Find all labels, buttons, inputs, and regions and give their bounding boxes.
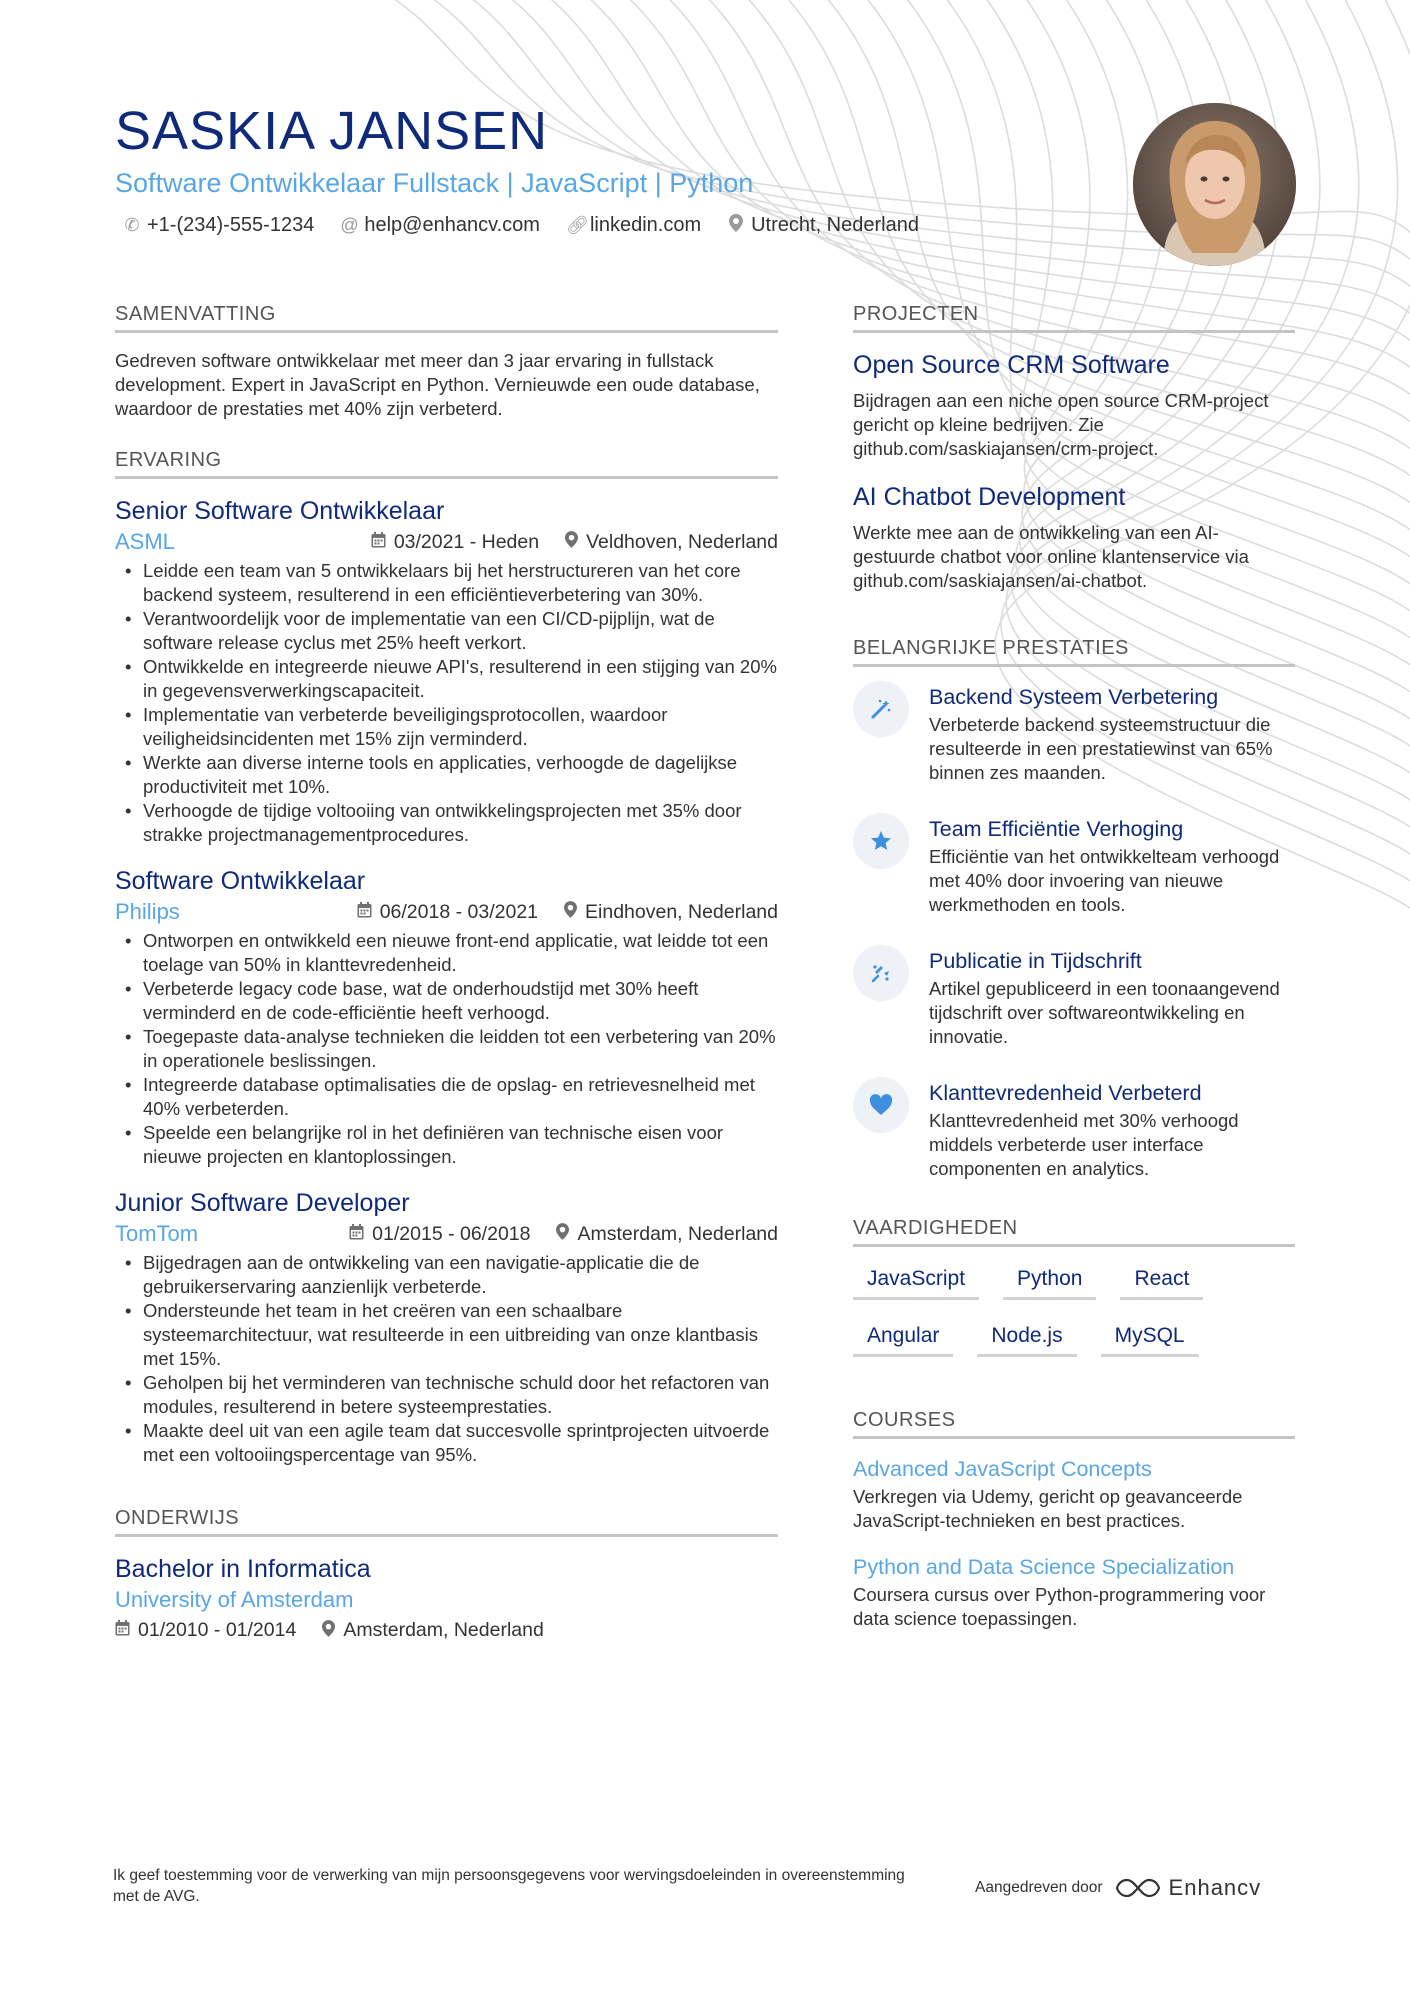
job-location	[556, 1223, 778, 1246]
email-text: help@enhancv.com	[364, 214, 540, 236]
skills-list	[853, 1263, 1295, 1357]
contact-linkedin[interactable]	[566, 214, 701, 237]
profile-photo	[1133, 103, 1296, 266]
course-entry	[853, 1553, 1295, 1631]
job-bullets	[115, 559, 778, 847]
calendar-icon	[357, 902, 372, 923]
summary-heading: SAMENVATTING	[115, 303, 778, 333]
project-description: Bijdragen aan een niche open source CRM-project gericht op kleine bedrijven. Zie github.com/saskiajansen/crm-project.	[853, 390, 1269, 459]
calendar-icon	[349, 1224, 364, 1245]
location-pin-icon	[556, 1223, 569, 1245]
achievement-title: Klanttevredenheid Verbeterd	[929, 1081, 1202, 1105]
job-location-text: Veldhoven, Nederland	[586, 530, 778, 553]
job-bullet: • Toegepaste data-analyse technieken die leidden tot een verbetering van 20% in operationele beslissingen.	[115, 1025, 778, 1073]
job-bullet: • Ontwikkelde en integreerde nieuwe API's, resulterend in een stijging van 20% in gegevensverwerkingscapaciteit.	[115, 655, 778, 703]
skill-tag: Angular	[853, 1320, 953, 1357]
course-entry	[853, 1455, 1295, 1533]
left-column	[115, 303, 778, 1670]
job-meta	[115, 1221, 778, 1247]
job-bullet: • Bijgedragen aan de ontwikkeling van een navigatie-applicatie die de gebruikerservaring aanzienlijk verbeterde.	[115, 1251, 778, 1299]
courses-heading: COURSES	[853, 1409, 1295, 1439]
job-bullet: • Implementatie van verbeterde beveiligingsprotocollen, waardoor veiligheidsincidenten met 15% zijn verminderd.	[115, 703, 778, 751]
achievements-section	[853, 637, 1295, 1181]
education-meta	[115, 1619, 778, 1642]
achievements-heading: BELANGRIJKE PRESTATIES	[853, 637, 1295, 667]
summary-section	[115, 303, 778, 421]
location-text: Utrecht, Nederland	[751, 214, 919, 236]
skill-tag: JavaScript	[853, 1263, 979, 1300]
job-company: ASML	[115, 529, 175, 554]
achievement-description: Efficiëntie van het ontwikkelteam verhoogd met 40% door invoering van nieuwe werkmethoden en tools.	[929, 846, 1280, 915]
job-location	[565, 531, 778, 554]
achievement-entry	[853, 815, 1295, 917]
job-location	[564, 901, 778, 924]
phone-icon: ✆	[124, 215, 140, 235]
education-location-text: Amsterdam, Nederland	[343, 1619, 544, 1641]
achievement-entry	[853, 947, 1295, 1049]
achievement-entry	[853, 683, 1295, 785]
job-bullet: • Verantwoordelijk voor de implementatie van een CI/CD-pijplijn, wat de software release cyclus met 25% heeft verkort.	[115, 607, 778, 655]
job-bullet: • Integreerde database optimalisaties die de opslag- en retrievesnelheid met 40% verbeterden.	[115, 1073, 778, 1121]
contact-bar	[115, 214, 1115, 237]
job-location-text: Eindhoven, Nederland	[585, 900, 778, 923]
calendar-icon	[115, 1620, 130, 1641]
achievement-title: Publicatie in Tijdschrift	[929, 949, 1142, 973]
linkedin-text: linkedin.com	[589, 214, 702, 236]
powered-by	[975, 1875, 1261, 1901]
job-bullet: • Speelde een belangrijke rol in het definiëren van technische eisen voor nieuwe projecten en klantoplossingen.	[115, 1121, 778, 1169]
project-entry	[853, 349, 1295, 461]
location-pin-icon	[565, 531, 578, 553]
job-bullets	[115, 929, 778, 1169]
projects-heading: PROJECTEN	[853, 303, 1295, 333]
job-bullet: • Leidde een team van 5 ontwikkelaars bij het herstructureren van het core backend systeem, resulterend in een efficiëntieverbetering van 30%.	[115, 559, 778, 607]
experience-section	[115, 449, 778, 1467]
job-meta-right	[349, 1223, 778, 1246]
link-icon: 🔗︎	[565, 215, 589, 235]
pen-icon	[853, 945, 909, 1001]
course-title: Advanced JavaScript Concepts	[853, 1457, 1152, 1481]
education-school: University of Amsterdam	[115, 1587, 354, 1612]
job-dates	[371, 531, 539, 554]
projects-section	[853, 303, 1295, 593]
job-meta	[115, 899, 778, 925]
job-company: Philips	[115, 899, 180, 924]
achievement-description: Verbeterde backend systeemstructuur die resulteerde in een prestatiewinst van 65% binnen zes maanden.	[929, 714, 1273, 783]
project-description: Werkte mee aan de ontwikkeling van een AI-gestuurde chatbot voor online klantenservice via github.com/saskiajansen/ai-chatbot.	[853, 522, 1249, 591]
education-dates-text: 01/2010 - 01/2014	[138, 1619, 297, 1641]
job-bullet: • Maakte deel uit van een agile team dat succesvolle sprintprojecten uitvoerde met een voltooiingspercentage van 95%.	[115, 1419, 778, 1467]
job-company: TomTom	[115, 1221, 199, 1246]
job-dates-text: 01/2015 - 06/2018	[372, 1222, 531, 1245]
job-bullets	[115, 1251, 778, 1467]
achievement-title: Backend Systeem Verbetering	[929, 685, 1219, 709]
star-icon	[853, 813, 909, 869]
job-title: Software Ontwikkelaar	[115, 867, 366, 895]
job-bullet: • Geholpen bij het verminderen van technische schuld door het refactoren van modules, resulterend in betere systeemprestaties.	[115, 1371, 778, 1419]
job-dates	[357, 901, 538, 924]
project-title: AI Chatbot Development	[853, 483, 1126, 511]
skill-tag: Node.js	[977, 1320, 1076, 1357]
courses-section	[853, 1409, 1295, 1631]
job-meta-right	[371, 531, 778, 554]
project-title: Open Source CRM Software	[853, 351, 1170, 379]
achievement-title: Team Efficiëntie Verhoging	[929, 817, 1184, 841]
job-title: Junior Software Developer	[115, 1189, 410, 1217]
skills-heading: VAARDIGHEDEN	[853, 1217, 1295, 1247]
job-bullet: • Verbeterde legacy code base, wat de onderhoudstijd met 30% heeft verminderd en de code-efficiëntie heeft verhoogd.	[115, 977, 778, 1025]
candidate-headline: Software Ontwikkelaar Fullstack | JavaScript | Python	[115, 168, 754, 198]
consent-footer: Ik geef toestemming voor de verwerking van mijn persoonsgegevens voor wervingsdoeleinden in overeenstemming met de AVG.	[113, 1867, 905, 1905]
education-location	[322, 1619, 544, 1642]
job-meta-right	[357, 901, 778, 924]
job-dates	[349, 1223, 530, 1246]
job-bullet: • Ondersteunde het team in het creëren van een schaalbare systeemarchitectuur, wat resulteerde in een uitbreiding van onze klantbasis met 15%.	[115, 1299, 778, 1371]
at-icon: @	[340, 215, 359, 235]
job-entry	[115, 1187, 778, 1467]
location-pin-icon	[322, 1620, 335, 1642]
project-entry	[853, 481, 1295, 593]
job-entry	[115, 495, 778, 847]
job-location-text: Amsterdam, Nederland	[577, 1222, 778, 1245]
magic-wand-icon	[853, 681, 909, 737]
job-dates-text: 03/2021 - Heden	[393, 530, 540, 553]
job-bullet: • Ontworpen en ontwikkeld een nieuwe front-end applicatie, wat leidde tot een toelage van 50% in klanttevredenheid.	[115, 929, 778, 977]
contact-email[interactable]	[340, 214, 540, 237]
brand-name: Enhancv	[1168, 1875, 1262, 1900]
location-pin-icon	[564, 901, 577, 923]
education-heading: ONDERWIJS	[115, 1507, 778, 1537]
education-dates	[115, 1619, 296, 1642]
achievement-description: Artikel gepubliceerd in een toonaangevend tijdschrift over softwareontwikkeling en innovatie.	[929, 978, 1280, 1047]
contact-phone[interactable]	[123, 214, 314, 237]
skill-tag: React	[1120, 1263, 1203, 1300]
job-title: Senior Software Ontwikkelaar	[115, 497, 445, 525]
job-entry	[115, 865, 778, 1169]
job-bullet: • Verhoogde de tijdige voltooiing van ontwikkelingsprojecten met 35% door strakke projectmanagementprocedures.	[115, 799, 778, 847]
experience-heading: ERVARING	[115, 449, 778, 479]
right-column	[853, 303, 1295, 1659]
course-description: Verkregen via Udemy, gericht op geavanceerde JavaScript-technieken en best practices.	[853, 1486, 1243, 1531]
course-title: Python and Data Science Specialization	[853, 1555, 1235, 1579]
phone-text: +1-(234)-555-1234	[147, 214, 315, 236]
skill-tag: Python	[1003, 1263, 1096, 1300]
heart-icon	[853, 1077, 909, 1133]
achievement-entry	[853, 1079, 1295, 1181]
powered-by-label: Aangedreven door	[975, 1879, 1103, 1896]
education-section	[115, 1507, 778, 1642]
infinity-logo-icon	[1115, 1876, 1161, 1900]
summary-text: Gedreven software ontwikkelaar met meer dan 3 jaar ervaring in fullstack development. Expert in JavaScript en Python. Vernieuwde een oude database, waardoor de prestaties met 40% zijn verbeterd.	[115, 350, 760, 419]
contact-location	[727, 214, 919, 237]
achievement-description: Klanttevredenheid met 30% verhoogd middels verbeterde user interface componenten en analytics.	[929, 1110, 1239, 1179]
brand-logo[interactable]	[1115, 1875, 1262, 1901]
education-degree: Bachelor in Informatica	[115, 1555, 371, 1583]
job-dates-text: 06/2018 - 03/2021	[379, 900, 539, 923]
course-description: Coursera cursus over Python-programmering voor data science toepassingen.	[853, 1584, 1266, 1629]
skill-tag: MySQL	[1101, 1320, 1199, 1357]
calendar-icon	[371, 532, 386, 553]
job-bullet: • Werkte aan diverse interne tools en applicaties, verhoogde de dagelijkse productiviteit met 10%.	[115, 751, 778, 799]
resume-header	[115, 100, 1115, 237]
location-pin-icon	[727, 214, 745, 237]
candidate-name: SASKIA JANSEN	[115, 101, 549, 161]
skills-section	[853, 1217, 1295, 1357]
job-meta	[115, 529, 778, 555]
